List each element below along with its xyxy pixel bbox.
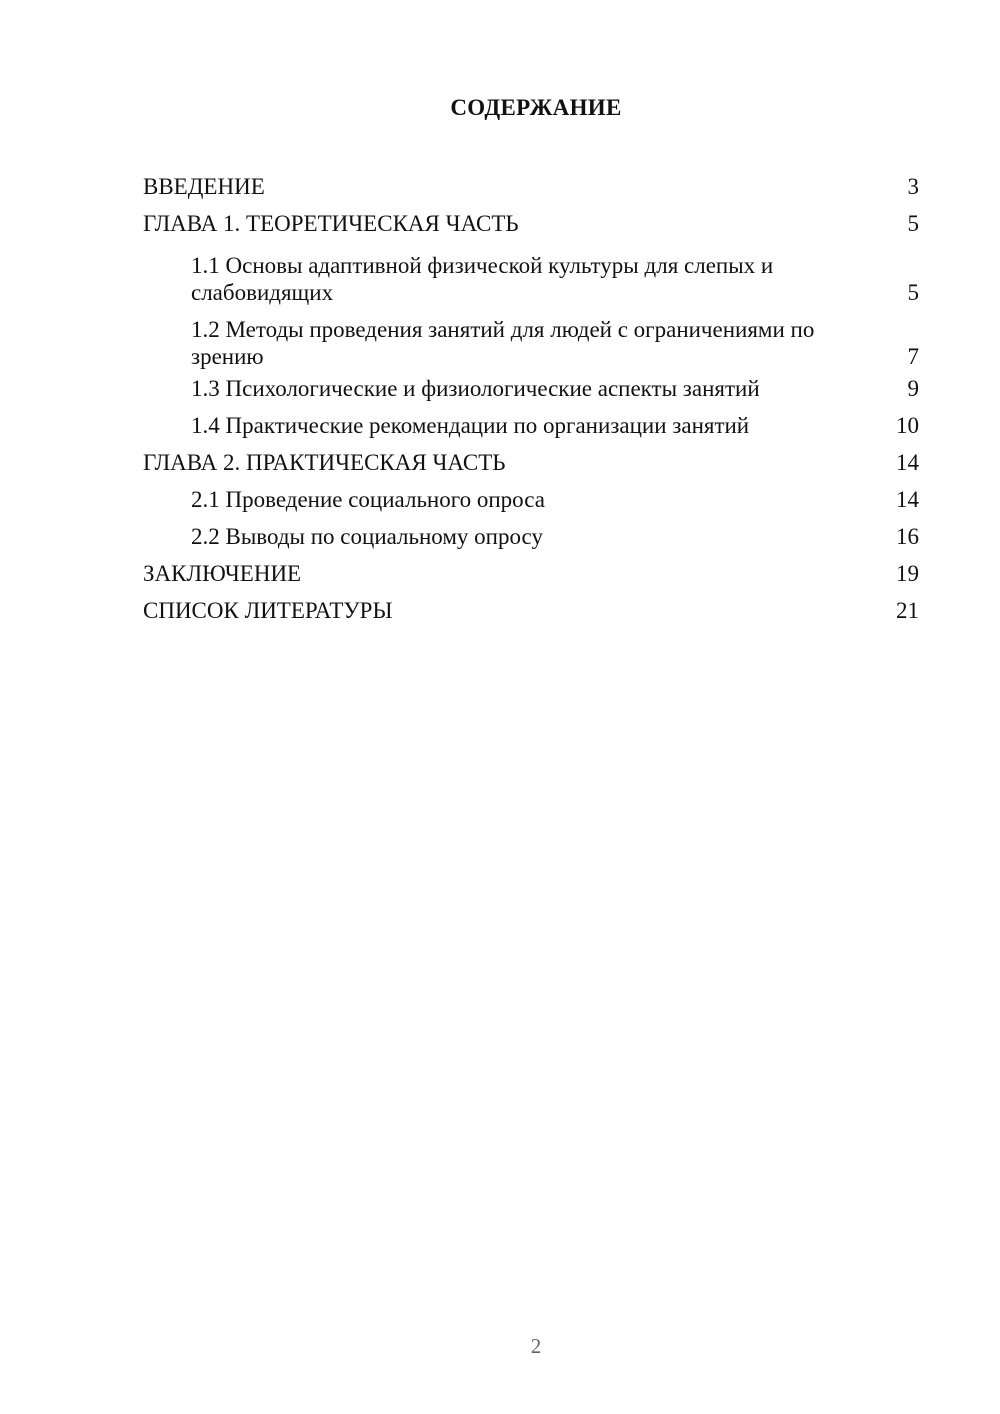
toc-entry-label: 1.3 Психологические и физиологические аспекты занятий xyxy=(191,376,760,401)
toc-entry-label: 1.4 Практические рекомендации по организации занятий xyxy=(191,413,750,438)
toc-entry-page: 14 xyxy=(896,487,919,512)
toc-entry-section-2-2[interactable] xyxy=(143,518,919,555)
toc-entry-label: 2.1 Проведение социального опроса xyxy=(191,487,545,512)
toc-entry-section-1-4[interactable] xyxy=(143,407,919,444)
toc-entry-page: 19 xyxy=(896,561,919,586)
toc-entry-section-1-1[interactable] xyxy=(143,242,919,306)
toc-entry-section-2-1[interactable] xyxy=(143,481,919,518)
table-of-contents xyxy=(143,168,919,629)
toc-title: СОДЕРЖАНИЕ xyxy=(450,95,622,120)
page-number: 2 xyxy=(530,1334,542,1358)
toc-entry-label: 2.2 Выводы по социальному опросу xyxy=(191,524,543,549)
toc-entry-page: 16 xyxy=(896,524,919,549)
toc-entry-label: СПИСОК ЛИТЕРАТУРЫ xyxy=(143,598,393,623)
toc-entry-conclusion[interactable] xyxy=(143,555,919,592)
toc-entry-page: 14 xyxy=(896,450,919,475)
toc-entry-page: 5 xyxy=(907,280,919,305)
toc-entry-page: 10 xyxy=(896,413,919,438)
toc-entry-introduction[interactable] xyxy=(143,168,919,205)
toc-entry-label: ВВЕДЕНИЕ xyxy=(143,174,265,199)
toc-entry-page: 5 xyxy=(907,211,919,236)
toc-entry-page: 3 xyxy=(907,174,919,199)
toc-entry-label: ГЛАВА 1. ТЕОРЕТИЧЕСКАЯ ЧАСТЬ xyxy=(143,211,519,236)
toc-entry-label: 1.1 Основы адаптивной физической культуры для слепых и слабовидящих xyxy=(191,253,774,305)
toc-entry-page: 7 xyxy=(907,344,919,369)
toc-entry-section-1-3[interactable] xyxy=(143,370,919,407)
toc-entry-chapter-1[interactable] xyxy=(143,205,919,242)
toc-entry-section-1-2[interactable] xyxy=(143,306,919,370)
toc-entry-chapter-2[interactable] xyxy=(143,444,919,481)
toc-entry-label: 1.2 Методы проведения занятий для людей с ограничениями по зрению xyxy=(191,317,815,369)
toc-entry-page: 21 xyxy=(896,598,919,623)
toc-entry-page: 9 xyxy=(907,376,919,401)
toc-entry-label: ЗАКЛЮЧЕНИЕ xyxy=(143,561,302,586)
toc-entry-bibliography[interactable] xyxy=(143,592,919,629)
toc-entry-label: ГЛАВА 2. ПРАКТИЧЕСКАЯ ЧАСТЬ xyxy=(143,450,506,475)
